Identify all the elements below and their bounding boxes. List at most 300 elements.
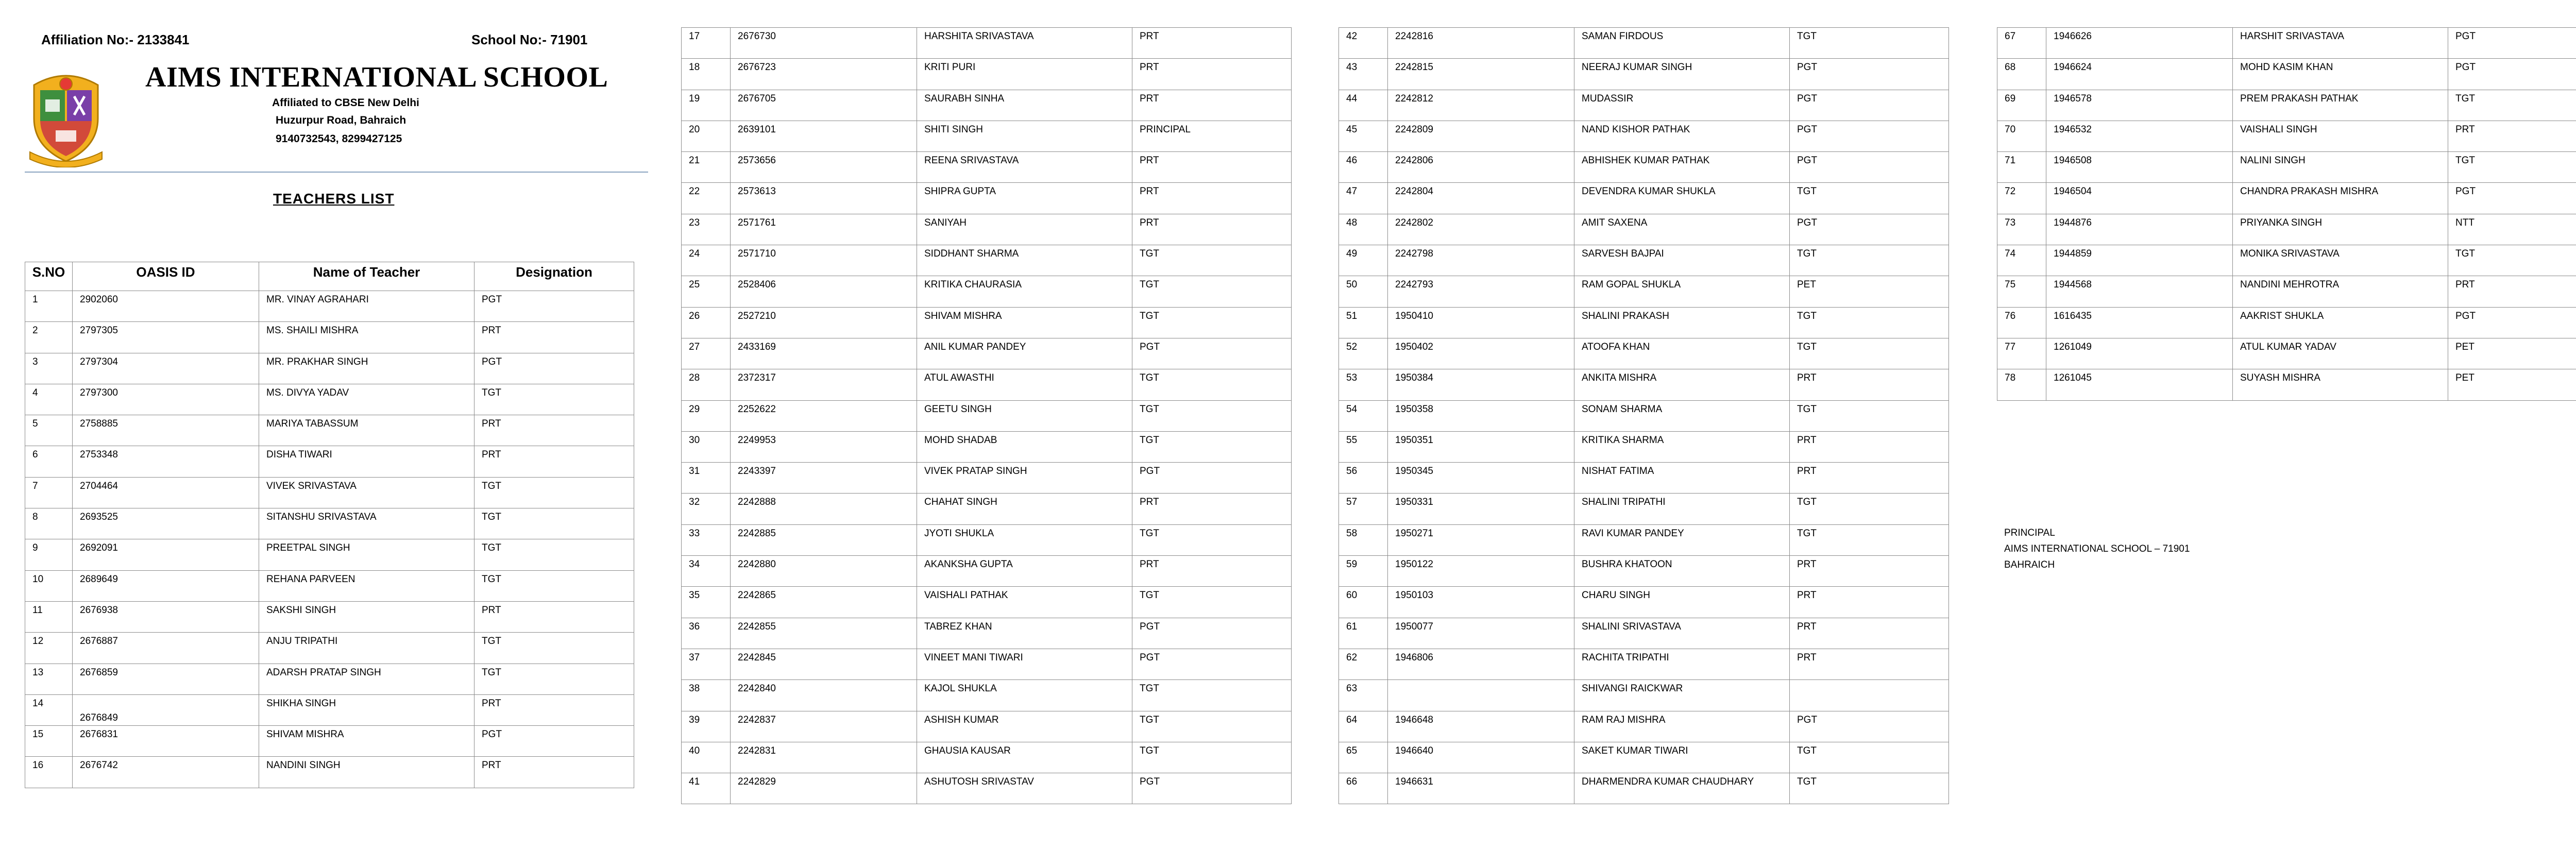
table-row — [682, 214, 1292, 245]
cell-oasis-id: 2433169 — [731, 338, 917, 369]
cell-designation: PRT — [2448, 121, 2576, 151]
table-row — [1339, 400, 1949, 431]
table-row — [1339, 711, 1949, 742]
header-divider — [25, 172, 648, 173]
cell-teacher-name: HARSHITA SRIVASTAVA — [917, 28, 1132, 59]
table-row — [1339, 307, 1949, 338]
table-row — [682, 59, 1292, 90]
cell-oasis-id: 2676705 — [731, 90, 917, 121]
cell-teacher-name: SIDDHANT SHARMA — [917, 245, 1132, 276]
cell-designation: NTT — [2448, 214, 2576, 245]
cell-oasis-id: 2242798 — [1388, 245, 1574, 276]
table-row — [1339, 245, 1949, 276]
cell-sno: 30 — [682, 431, 731, 462]
cell-teacher-name: CHAHAT SINGH — [917, 494, 1132, 524]
cell-teacher-name: CHANDRA PRAKASH MISHRA — [2233, 183, 2448, 214]
cell-teacher-name: KRITI PURI — [917, 59, 1132, 90]
cell-sno: 3 — [25, 353, 73, 384]
school-number: School No:- 71901 — [471, 32, 588, 47]
cell-sno: 1 — [25, 291, 73, 322]
cell-designation: PGT — [1132, 618, 1292, 649]
cell-sno: 20 — [682, 121, 731, 151]
cell-sno: 78 — [1997, 369, 2046, 400]
table-row — [1339, 369, 1949, 400]
cell-oasis-id: 2639101 — [731, 121, 917, 151]
table-row — [1997, 90, 2576, 121]
cell-designation: PRT — [474, 446, 634, 477]
cell-designation: TGT — [1790, 773, 1949, 804]
cell-teacher-name: REENA SRIVASTAVA — [917, 152, 1132, 183]
school-crest-logo — [25, 70, 107, 167]
cell-sno: 47 — [1339, 183, 1388, 214]
cell-teacher-name: NISHAT FATIMA — [1574, 463, 1790, 494]
cell-designation: PRT — [1132, 90, 1292, 121]
cell-teacher-name: MUDASSIR — [1574, 90, 1790, 121]
cell-sno: 67 — [1997, 28, 2046, 59]
table-row — [1997, 59, 2576, 90]
cell-sno: 62 — [1339, 649, 1388, 679]
cell-teacher-name: ABHISHEK KUMAR PATHAK — [1574, 152, 1790, 183]
cell-teacher-name: ATUL KUMAR YADAV — [2233, 338, 2448, 369]
cell-designation: TGT — [1790, 524, 1949, 555]
cell-designation: PRINCIPAL — [1132, 121, 1292, 151]
cell-oasis-id: 2693525 — [73, 508, 259, 539]
table-row — [682, 431, 1292, 462]
cell-teacher-name: RACHITA TRIPATHI — [1574, 649, 1790, 679]
cell-sno: 48 — [1339, 214, 1388, 245]
cell-teacher-name: SAURABH SINHA — [917, 90, 1132, 121]
cell-designation: PET — [2448, 338, 2576, 369]
cell-designation: PGT — [474, 726, 634, 757]
cell-oasis-id: 2573656 — [731, 152, 917, 183]
table-row — [1339, 742, 1949, 773]
cell-sno: 61 — [1339, 618, 1388, 649]
cell-oasis-id: 2571761 — [731, 214, 917, 245]
cell-designation: PRT — [474, 601, 634, 632]
cell-oasis-id: 2242812 — [1388, 90, 1574, 121]
cell-oasis-id: 1946578 — [2046, 90, 2233, 121]
cell-designation: PRT — [1790, 431, 1949, 462]
cell-teacher-name: VIVEK SRIVASTAVA — [259, 477, 474, 508]
cell-sno: 5 — [25, 415, 73, 446]
cell-teacher-name: RAM RAJ MISHRA — [1574, 711, 1790, 742]
table-row — [1339, 773, 1949, 804]
cell-oasis-id: 2676938 — [73, 601, 259, 632]
cell-designation: TGT — [1790, 307, 1949, 338]
cell-sno: 15 — [25, 726, 73, 757]
table-row — [1339, 587, 1949, 618]
cell-teacher-name: NAND KISHOR PATHAK — [1574, 121, 1790, 151]
cell-designation: TGT — [1132, 742, 1292, 773]
cell-sno: 32 — [682, 494, 731, 524]
cell-sno: 52 — [1339, 338, 1388, 369]
cell-oasis-id: 1950103 — [1388, 587, 1574, 618]
signature-school: AIMS INTERNATIONAL SCHOOL – 71901 — [2004, 543, 2190, 554]
table-row — [682, 649, 1292, 679]
table-row — [1339, 90, 1949, 121]
cell-designation: PRT — [1132, 59, 1292, 90]
table-row — [682, 338, 1292, 369]
cell-designation: TGT — [1132, 711, 1292, 742]
table-row — [682, 463, 1292, 494]
table-row — [25, 384, 634, 415]
cell-sno: 54 — [1339, 400, 1388, 431]
table-row — [1997, 338, 2576, 369]
cell-sno: 27 — [682, 338, 731, 369]
cell-teacher-name: TABREZ KHAN — [917, 618, 1132, 649]
cell-sno: 28 — [682, 369, 731, 400]
cell-oasis-id: 2571710 — [731, 245, 917, 276]
cell-oasis-id: 1950345 — [1388, 463, 1574, 494]
cell-designation: TGT — [2448, 245, 2576, 276]
cell-oasis-id: 2676887 — [73, 633, 259, 664]
cell-sno: 34 — [682, 556, 731, 587]
signature-city: BAHRAICH — [2004, 559, 2055, 570]
cell-oasis-id: 1946624 — [2046, 59, 2233, 90]
cell-sno: 4 — [25, 384, 73, 415]
cell-designation: PGT — [2448, 183, 2576, 214]
cell-sno: 58 — [1339, 524, 1388, 555]
column-header-designation: Designation — [474, 262, 634, 291]
affiliation-board: Affiliated to CBSE New Delhi — [272, 97, 419, 109]
cell-sno: 66 — [1339, 773, 1388, 804]
cell-oasis-id: 1946504 — [2046, 183, 2233, 214]
cell-designation: PET — [2448, 369, 2576, 400]
cell-oasis-id: 2527210 — [731, 307, 917, 338]
cell-sno: 76 — [1997, 307, 2046, 338]
cell-oasis-id: 1944876 — [2046, 214, 2233, 245]
cell-designation: TGT — [1132, 307, 1292, 338]
cell-sno: 2 — [25, 322, 73, 353]
table-row — [1339, 649, 1949, 679]
table-row — [682, 556, 1292, 587]
cell-oasis-id: 2797305 — [73, 322, 259, 353]
table-row — [25, 508, 634, 539]
cell-oasis-id: 1946806 — [1388, 649, 1574, 679]
cell-oasis-id: 2676859 — [73, 664, 259, 694]
cell-designation: TGT — [1790, 183, 1949, 214]
cell-oasis-id: 2676849 — [73, 694, 259, 725]
cell-sno: 68 — [1997, 59, 2046, 90]
cell-teacher-name: MR. PRAKHAR SINGH — [259, 353, 474, 384]
column-header-oasis-id: OASIS ID — [73, 262, 259, 291]
table-row — [682, 680, 1292, 711]
cell-designation: PRT — [2448, 276, 2576, 307]
cell-designation: TGT — [2448, 152, 2576, 183]
cell-designation: PRT — [1132, 556, 1292, 587]
cell-designation: TGT — [474, 570, 634, 601]
table-row — [25, 477, 634, 508]
teachers-table-part-4 — [1997, 27, 2576, 401]
cell-oasis-id: 2689649 — [73, 570, 259, 601]
teachers-table-part-1 — [25, 262, 634, 788]
cell-sno: 23 — [682, 214, 731, 245]
cell-oasis-id: 2242880 — [731, 556, 917, 587]
cell-designation: PRT — [1132, 183, 1292, 214]
cell-designation: PRT — [474, 757, 634, 788]
cell-teacher-name: HARSHIT SRIVASTAVA — [2233, 28, 2448, 59]
table-row — [25, 633, 634, 664]
table-row — [682, 90, 1292, 121]
table-row — [1339, 338, 1949, 369]
cell-teacher-name: KRITIKA SHARMA — [1574, 431, 1790, 462]
cell-designation: PGT — [2448, 28, 2576, 59]
cell-teacher-name: SHIVAM MISHRA — [917, 307, 1132, 338]
table-row — [1339, 28, 1949, 59]
cell-sno: 71 — [1997, 152, 2046, 183]
cell-oasis-id: 2242804 — [1388, 183, 1574, 214]
cell-teacher-name: KAJOL SHUKLA — [917, 680, 1132, 711]
cell-designation: PRT — [1790, 649, 1949, 679]
cell-designation: TGT — [474, 477, 634, 508]
cell-sno: 10 — [25, 570, 73, 601]
cell-designation: TGT — [1132, 245, 1292, 276]
cell-oasis-id: 2242845 — [731, 649, 917, 679]
cell-designation: PRT — [1790, 587, 1949, 618]
table-row — [1339, 121, 1949, 151]
cell-designation: TGT — [474, 664, 634, 694]
cell-teacher-name: VAISHALI SINGH — [2233, 121, 2448, 151]
cell-sno: 6 — [25, 446, 73, 477]
cell-sno: 53 — [1339, 369, 1388, 400]
cell-oasis-id: 2797304 — [73, 353, 259, 384]
cell-oasis-id: 2242888 — [731, 494, 917, 524]
cell-oasis-id: 2573613 — [731, 183, 917, 214]
cell-sno: 60 — [1339, 587, 1388, 618]
cell-oasis-id: 1950077 — [1388, 618, 1574, 649]
cell-sno: 59 — [1339, 556, 1388, 587]
cell-teacher-name: SHIVAM MISHRA — [259, 726, 474, 757]
cell-sno: 37 — [682, 649, 731, 679]
cell-teacher-name: SANIYAH — [917, 214, 1132, 245]
cell-teacher-name: JYOTI SHUKLA — [917, 524, 1132, 555]
table-row — [1997, 214, 2576, 245]
cell-oasis-id: 1950351 — [1388, 431, 1574, 462]
cell-designation: PRT — [474, 694, 634, 725]
table-row — [1339, 524, 1949, 555]
cell-oasis-id: 2242837 — [731, 711, 917, 742]
table-row — [682, 773, 1292, 804]
cell-oasis-id: 2249953 — [731, 431, 917, 462]
cell-sno: 50 — [1339, 276, 1388, 307]
cell-teacher-name: DISHA TIWARI — [259, 446, 474, 477]
cell-teacher-name: SARVESH BAJPAI — [1574, 245, 1790, 276]
table-row — [1339, 463, 1949, 494]
teachers-table-part-2 — [681, 27, 1292, 804]
cell-teacher-name: GHAUSIA KAUSAR — [917, 742, 1132, 773]
cell-designation: TGT — [474, 539, 634, 570]
cell-sno: 74 — [1997, 245, 2046, 276]
cell-teacher-name: AMIT SAXENA — [1574, 214, 1790, 245]
table-row — [682, 276, 1292, 307]
cell-designation: PRT — [1132, 214, 1292, 245]
cell-designation: TGT — [1132, 587, 1292, 618]
cell-oasis-id: 2753348 — [73, 446, 259, 477]
cell-designation: TGT — [1132, 400, 1292, 431]
table-row — [682, 28, 1292, 59]
cell-designation: TGT — [474, 384, 634, 415]
teachers-table-part-3 — [1338, 27, 1949, 804]
cell-sno: 18 — [682, 59, 731, 90]
table-row — [682, 494, 1292, 524]
cell-teacher-name: SHITI SINGH — [917, 121, 1132, 151]
cell-sno: 9 — [25, 539, 73, 570]
cell-oasis-id: 1950331 — [1388, 494, 1574, 524]
table-row — [682, 711, 1292, 742]
cell-designation: TGT — [1790, 742, 1949, 773]
cell-oasis-id: 1950271 — [1388, 524, 1574, 555]
cell-sno: 22 — [682, 183, 731, 214]
cell-teacher-name: SHALINI SRIVASTAVA — [1574, 618, 1790, 649]
cell-sno: 24 — [682, 245, 731, 276]
table-row — [682, 742, 1292, 773]
cell-sno: 41 — [682, 773, 731, 804]
cell-sno: 8 — [25, 508, 73, 539]
cell-designation: PGT — [1790, 90, 1949, 121]
cell-teacher-name: MARIYA TABASSUM — [259, 415, 474, 446]
cell-oasis-id: 2242815 — [1388, 59, 1574, 90]
cell-designation: PGT — [1132, 338, 1292, 369]
table-row — [1997, 152, 2576, 183]
table-row — [1339, 556, 1949, 587]
cell-sno: 42 — [1339, 28, 1388, 59]
cell-oasis-id: 1950122 — [1388, 556, 1574, 587]
cell-oasis-id: 2704464 — [73, 477, 259, 508]
table-row — [682, 524, 1292, 555]
school-address: Huzurpur Road, Bahraich — [276, 114, 406, 126]
table-row — [682, 245, 1292, 276]
cell-designation: PET — [1790, 276, 1949, 307]
cell-sno: 65 — [1339, 742, 1388, 773]
cell-sno: 72 — [1997, 183, 2046, 214]
cell-teacher-name: ANKITA MISHRA — [1574, 369, 1790, 400]
cell-oasis-id: 2242802 — [1388, 214, 1574, 245]
cell-oasis-id: 2242865 — [731, 587, 917, 618]
cell-teacher-name: DHARMENDRA KUMAR CHAUDHARY — [1574, 773, 1790, 804]
table-row — [682, 400, 1292, 431]
cell-sno: 14 — [25, 694, 73, 725]
cell-sno: 77 — [1997, 338, 2046, 369]
cell-teacher-name: NALINI SINGH — [2233, 152, 2448, 183]
cell-oasis-id: 2676723 — [731, 59, 917, 90]
cell-teacher-name: CHARU SINGH — [1574, 587, 1790, 618]
cell-sno: 38 — [682, 680, 731, 711]
cell-designation: PRT — [1132, 152, 1292, 183]
cell-teacher-name: SHIVANGI RAICKWAR — [1574, 680, 1790, 711]
cell-oasis-id: 2242840 — [731, 680, 917, 711]
cell-designation: PGT — [1132, 773, 1292, 804]
cell-sno: 40 — [682, 742, 731, 773]
cell-teacher-name: ATOOFA KHAN — [1574, 338, 1790, 369]
cell-designation: TGT — [1132, 369, 1292, 400]
cell-oasis-id: 2528406 — [731, 276, 917, 307]
cell-oasis-id: 2242831 — [731, 742, 917, 773]
cell-oasis-id: 2692091 — [73, 539, 259, 570]
cell-sno: 29 — [682, 400, 731, 431]
cell-teacher-name: RAM GOPAL SHUKLA — [1574, 276, 1790, 307]
cell-oasis-id: 2243397 — [731, 463, 917, 494]
cell-designation: PGT — [474, 291, 634, 322]
cell-designation: PGT — [1790, 214, 1949, 245]
cell-teacher-name: MOHD KASIM KHAN — [2233, 59, 2448, 90]
cell-teacher-name: ATUL AWASTHI — [917, 369, 1132, 400]
cell-sno: 16 — [25, 757, 73, 788]
cell-sno: 55 — [1339, 431, 1388, 462]
cell-teacher-name: MONIKA SRIVASTAVA — [2233, 245, 2448, 276]
cell-teacher-name: DEVENDRA KUMAR SHUKLA — [1574, 183, 1790, 214]
table-row — [25, 322, 634, 353]
table-row — [1339, 276, 1949, 307]
cell-oasis-id: 2902060 — [73, 291, 259, 322]
cell-teacher-name: PREM PRAKASH PATHAK — [2233, 90, 2448, 121]
cell-designation — [1790, 680, 1949, 711]
cell-sno: 64 — [1339, 711, 1388, 742]
table-row — [1339, 152, 1949, 183]
cell-oasis-id: 2242793 — [1388, 276, 1574, 307]
table-row — [682, 183, 1292, 214]
cell-teacher-name: AKANKSHA GUPTA — [917, 556, 1132, 587]
cell-sno: 33 — [682, 524, 731, 555]
table-row — [1997, 369, 2576, 400]
table-row — [1339, 214, 1949, 245]
cell-teacher-name: MS. SHAILI MISHRA — [259, 322, 474, 353]
cell-designation: TGT — [1132, 524, 1292, 555]
cell-teacher-name: PRIYANKA SINGH — [2233, 214, 2448, 245]
cell-oasis-id: 1946640 — [1388, 742, 1574, 773]
cell-designation: TGT — [1132, 431, 1292, 462]
cell-teacher-name: NANDINI MEHROTRA — [2233, 276, 2448, 307]
cell-designation: TGT — [1790, 494, 1949, 524]
table-row — [25, 757, 634, 788]
cell-designation: PRT — [1790, 618, 1949, 649]
cell-teacher-name: SONAM SHARMA — [1574, 400, 1790, 431]
table-row — [682, 307, 1292, 338]
cell-teacher-name: MOHD SHADAB — [917, 431, 1132, 462]
cell-teacher-name: MS. DIVYA YADAV — [259, 384, 474, 415]
signature-title: PRINCIPAL — [2004, 528, 2055, 538]
cell-sno: 51 — [1339, 307, 1388, 338]
cell-designation: TGT — [1132, 276, 1292, 307]
cell-teacher-name: ADARSH PRATAP SINGH — [259, 664, 474, 694]
cell-teacher-name: SUYASH MISHRA — [2233, 369, 2448, 400]
cell-teacher-name: PREETPAL SINGH — [259, 539, 474, 570]
cell-sno: 56 — [1339, 463, 1388, 494]
cell-sno: 70 — [1997, 121, 2046, 151]
table-row — [682, 369, 1292, 400]
cell-designation: PRT — [474, 415, 634, 446]
cell-oasis-id: 1946648 — [1388, 711, 1574, 742]
cell-teacher-name: SAMAN FIRDOUS — [1574, 28, 1790, 59]
table-row — [25, 726, 634, 757]
table-row — [682, 121, 1292, 151]
cell-designation: PGT — [1132, 649, 1292, 679]
cell-oasis-id: 2242816 — [1388, 28, 1574, 59]
cell-sno: 43 — [1339, 59, 1388, 90]
cell-teacher-name: SHIKHA SINGH — [259, 694, 474, 725]
column-header-name: Name of Teacher — [259, 262, 474, 291]
cell-teacher-name: ANJU TRIPATHI — [259, 633, 474, 664]
cell-sno: 44 — [1339, 90, 1388, 121]
table-row — [1997, 183, 2576, 214]
cell-sno: 21 — [682, 152, 731, 183]
cell-sno: 73 — [1997, 214, 2046, 245]
table-row — [1997, 307, 2576, 338]
cell-oasis-id: 1950358 — [1388, 400, 1574, 431]
table-row — [25, 664, 634, 694]
cell-designation: PGT — [1132, 463, 1292, 494]
affiliation-number: Affiliation No:- 2133841 — [41, 32, 190, 47]
cell-teacher-name: REHANA PARVEEN — [259, 570, 474, 601]
